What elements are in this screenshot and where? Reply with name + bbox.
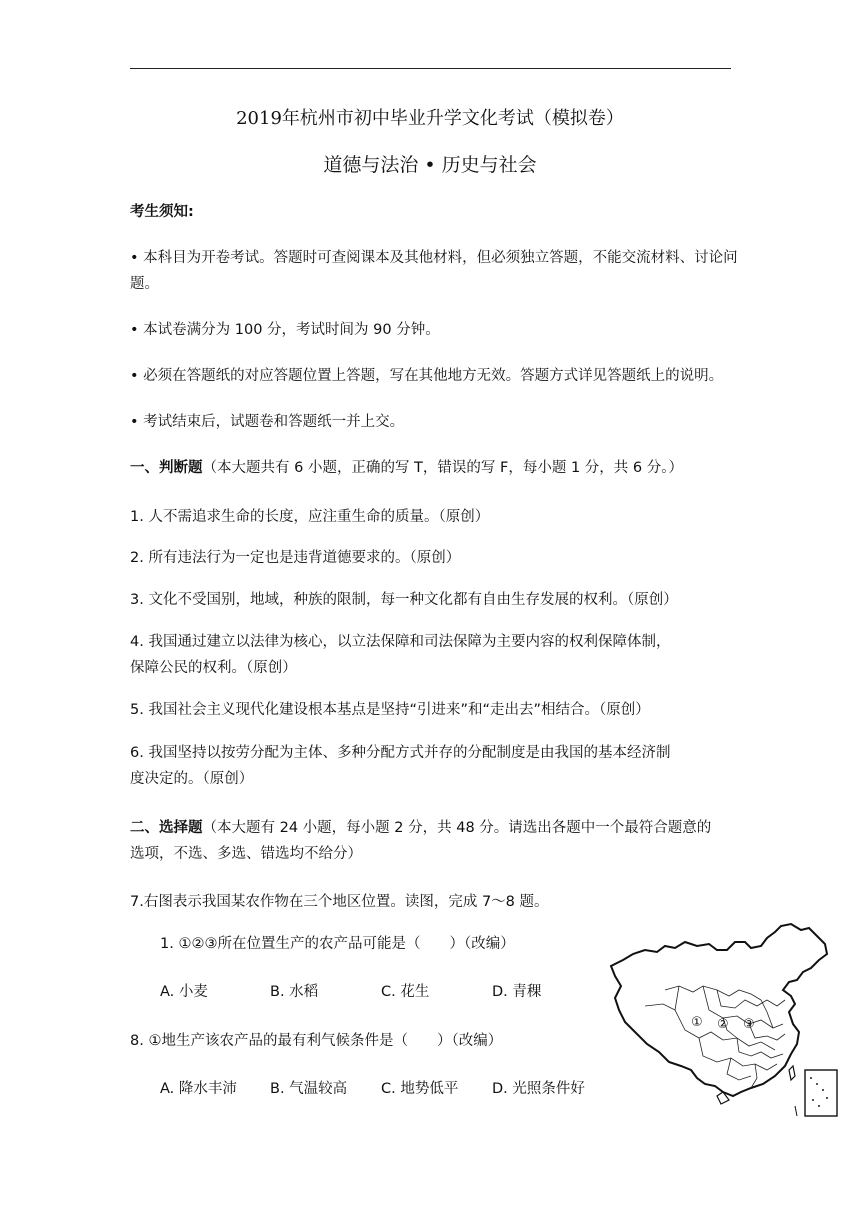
question-line: 3. 文化不受国别，地域，种族的限制，每一种文化都有自由生存发展的权利。（原创） (130, 592, 678, 608)
section2-header (130, 818, 711, 838)
question-line: 6. 我国坚持以按劳分配为主体、多种分配方式并存的分配制度是由我国的基本经济制 (130, 745, 671, 761)
exam-subtitle: 道德与法治 • 历史与社会 (323, 154, 537, 176)
option-d: D. 青稞 (492, 984, 542, 1000)
notice-item: 题。 (130, 276, 159, 292)
option-c: C. 花生 (381, 984, 430, 1000)
option-a: A. 小麦 (160, 984, 208, 1000)
question-line: 2. 所有违法行为一定也是违背道德要求的。（原创） (130, 550, 461, 566)
option-b: B. 气温较高 (270, 1081, 348, 1097)
notice-item: • 本试卷满分为 100 分，考试时间为 90 分钟。 (130, 322, 440, 338)
map-marker: ① (691, 1015, 703, 1030)
notice-heading: 考生须知: (130, 204, 194, 220)
question-line: 度决定的。（原创） (130, 771, 254, 787)
map-outline (611, 924, 827, 1096)
question-line: 保障公民的权利。（原创） (130, 660, 297, 676)
section2-desc-cont: 选项，不选、多选、错选均不给分） (130, 846, 362, 862)
section2-desc: （本大题有 24 小题，每小题 2 分，共 48 分。请选出各题中一个最符合题意的 (202, 820, 712, 836)
notice-item: • 本科目为开卷考试。答题时可查阅课本及其他材料，但必须独立答题，不能交流材料、讨论问 (130, 250, 738, 266)
question-stem: 8. ①地生产该农产品的最有利气候条件是（ ）（改编） (130, 1033, 503, 1049)
notice-item: • 必须在答题纸的对应答题位置上答题，写在其他地方无效。答题方式详见答题纸上的说明。 (130, 368, 724, 384)
section1-desc: （本大题共有 6 小题，正确的写 T，错误的写 F，每小题 1 分，共 6 分。） (202, 460, 683, 476)
question-line: 5. 我国社会主义现代化建设根本基点是坚持“引进来”和“走出去”相结合。（原创） (130, 702, 650, 718)
map-marker: ③ (743, 1017, 755, 1032)
question-stem: 1. ①②③所在位置生产的农产品可能是（ ）（改编） (160, 936, 515, 952)
section1-header (130, 458, 683, 478)
china-map (605, 920, 841, 1120)
section1-label: 一、判断题 (130, 460, 203, 476)
option-c: C. 地势低平 (381, 1081, 459, 1097)
question-line: 1. 人不需追求生命的长度，应注重生命的质量。（原创） (130, 509, 490, 525)
exam-title: 2019年杭州市初中毕业升学文化考试（模拟卷） (236, 108, 624, 129)
section2-label: 二、选择题 (130, 820, 203, 836)
question-intro: 7.右图表示我国某农作物在三个地区位置。读图，完成 7～8 题。 (130, 894, 549, 910)
option-a: A. 降水丰沛 (160, 1081, 237, 1097)
option-d: D. 光照条件好 (492, 1081, 585, 1097)
option-b: B. 水稻 (270, 984, 319, 1000)
map-marker: ② (717, 1017, 729, 1032)
header-rule (130, 68, 731, 69)
notice-item: • 考试结束后，试题卷和答题纸一并上交。 (130, 414, 405, 430)
question-line: 4. 我国通过建立以法律为核心，以立法保障和司法保障为主要内容的权利保障体制， (130, 634, 671, 650)
